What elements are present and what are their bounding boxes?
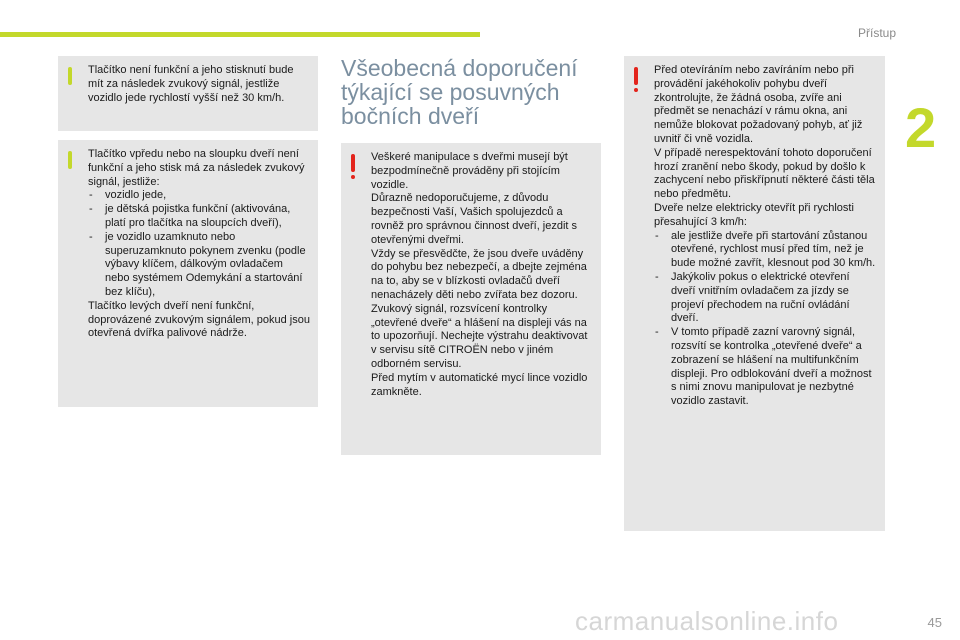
top-accent-bar (0, 32, 480, 37)
page-heading: Všeobecná doporučení týkající se posuvných bočních dveří (341, 55, 578, 129)
list-item: - je dětská pojistka funkční (aktivována, platí pro tlačítka na sloupcích dveří), (88, 203, 310, 231)
warning-icon (351, 154, 355, 172)
info-note-speed (58, 56, 318, 131)
info-icon (68, 151, 72, 169)
warning-sliding-doors (341, 143, 601, 455)
list-item: - V tomto případě zazní varovný signál, rozsvítí se kontrolka „otevřené dveře“ a zobrazení se hlášení na multifunkčním displeji. Pro odblokování dveří a možnost s nimi znovu manipulovat je nezbytné vozidlo zastavit. (654, 326, 877, 409)
info-note-intro: Tlačítko vpředu nebo na sloupku dveří není funkční a jeho stisk má za následek zvukový signál, jestliže: (88, 148, 305, 188)
warning-door-movement (624, 56, 885, 531)
warning-intro: Před otevíráním nebo zavíráním nebo při provádění jakéhokoliv pohybu dveří zkontrolujte, že žádná osoba, zvíře ani předmět se nenachází v rámu okna, ani nemůže blokovat požadovaný pohyb, ať již uvnitř či vně vozidla. V případě nerespektování tohoto doporučení hrozí zranění nebo škody, pokud by došlo k zachycení nebo přiskřípnutí některé části těla nebo předmětu. Dveře nelze elektricky otevřít při rychlosti přesahující 3 km/h: (654, 64, 875, 228)
info-note-outro: Tlačítko levých dveří není funkční, doprovázené zvukovým signálem, pokud jsou otevřená dvířka palivové nádrže. (88, 299, 310, 340)
page-number: 45 (927, 615, 942, 630)
info-note-text: Tlačítko není funkční a jeho stisknutí bude mít za následek zvukový signál, jestliže vozidlo jede rychlostí vyšší než 30 km/h. (88, 64, 294, 104)
chapter-number: 2 (905, 96, 937, 159)
watermark: carmanualsonline.info (575, 606, 839, 636)
warning-list (654, 230, 877, 409)
list-item: - je vozidlo uzamknuto nebo superuzamknuto pokynem zvenku (podle výbavy klíčem, dálkovým ovladačem nebo systémem Odemykání a startování bez klíču), (88, 231, 310, 300)
list-item: - ale jestliže dveře při startování zůstanou otevřené, rychlost musí před tím, než je bude možné zavřít, klesnout pod 30 km/h. (654, 230, 877, 271)
list-item: - vozidlo jede, (88, 189, 310, 203)
info-note-button (58, 140, 318, 407)
warning-text: Veškeré manipulace s dveřmi musejí být bezpodmínečně prováděny při stojícím vozidle. Důrazně nedoporučujeme, z důvodu bezpečnosti Vaší, Vašich spolujezdců a rovněž pro správnou činnost dveří, jezdit s otevřenými dveřmi. Vždy se přesvědčte, že jsou dveře uváděny do pohybu bez nebezpečí, a dbejte zejména na to, aby se v blízkosti ovladačů dveří nenacházely děti nebo zvířata bez dozoru. Zvukový signál, rozsvícení kontrolky „otevřené dveře“ a hlášení na displeji vás na to upozorňují. Nechejte výstrahu deaktivovat v servisu sítě CITROËN nebo v jiném odborném servisu. Před mytím v automatické mycí lince vozidlo zamkněte. (371, 151, 588, 398)
section-title: Přístup (857, 26, 896, 40)
list-item: - Jakýkoliv pokus o elektrické otevření dveří vnitřním ovladačem za jízdy se projeví přechodem na ruční ovládání dveří. (654, 271, 877, 326)
info-icon (68, 67, 72, 85)
warning-icon (634, 67, 638, 85)
condition-list (88, 189, 310, 299)
